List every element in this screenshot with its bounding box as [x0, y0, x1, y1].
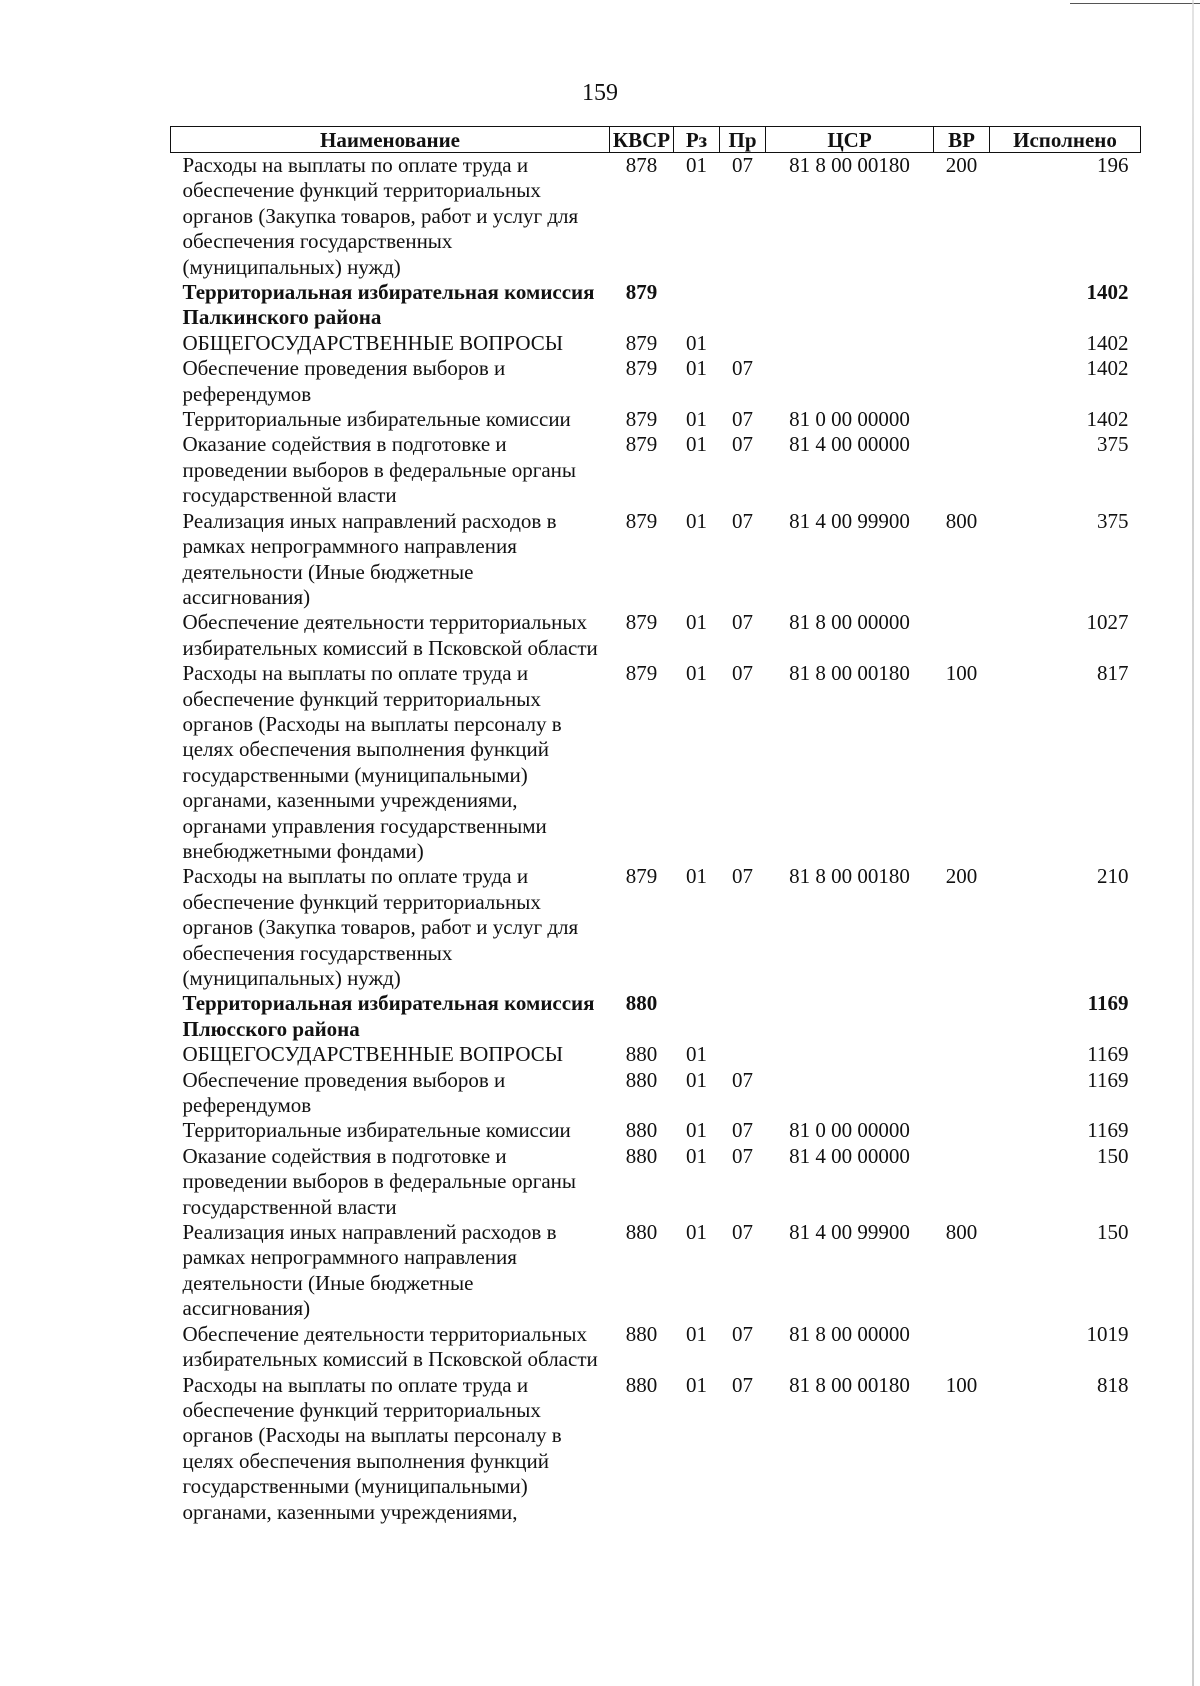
cell-done: 818: [1097, 1372, 1129, 1397]
cell-rz: 01: [686, 1042, 707, 1067]
cell-vr: [934, 280, 990, 331]
cell-kvsr: 879: [625, 407, 658, 432]
cell-pr: 07: [732, 1321, 753, 1346]
cell-done: 1402: [1086, 407, 1129, 432]
cell-kvsr: 878: [625, 153, 658, 177]
cell-csr: 81 8 00 00180: [789, 153, 910, 177]
cell-done: 817: [1097, 661, 1129, 686]
cell-csr: 81 8 00 00000: [789, 610, 910, 635]
table-row: [171, 1042, 1141, 1067]
cell-pr: 07: [732, 1372, 753, 1397]
cell-pr: 07: [732, 508, 753, 533]
cell-pr: 07: [732, 153, 753, 177]
cell-done: 196: [1097, 153, 1129, 177]
cell-done: 1019: [1086, 1321, 1129, 1346]
cell-kvsr: 879: [625, 661, 658, 686]
cell-name: Реализация иных направлений расходов в рамках непрограммного направления деятельности (Иные бюджетные ассигнования): [182, 508, 557, 609]
cell-pr: 07: [732, 407, 753, 432]
cell-rz: 01: [686, 330, 707, 355]
cell-rz: 01: [686, 610, 707, 635]
cell-kvsr: 879: [625, 356, 658, 381]
cell-kvsr: 879: [625, 610, 658, 635]
cell-done: 1169: [1087, 991, 1129, 1016]
table-row: [171, 432, 1141, 508]
table-row: [171, 280, 1141, 331]
scan-edge-shadow: [1192, 0, 1194, 1686]
cell-csr: [766, 280, 934, 331]
cell-rz: 01: [686, 1067, 707, 1092]
cell-csr: [766, 991, 934, 1042]
cell-rz: 01: [686, 432, 707, 457]
cell-done: 1169: [1087, 1067, 1129, 1092]
cell-kvsr: 879: [625, 864, 658, 889]
cell-pr: [720, 991, 766, 1042]
cell-kvsr: 880: [625, 1220, 658, 1245]
cell-name: Оказание содействия в подготовке и проведении выборов в федеральные органы государственной власти: [182, 1143, 577, 1219]
table-row: [171, 1322, 1141, 1373]
header-kvsr: КВСР: [610, 127, 674, 153]
cell-name: Территориальная избирательная комиссия Палкинского района: [182, 280, 595, 330]
header-pr: Пр: [720, 127, 766, 153]
cell-vr: [934, 331, 990, 356]
cell-rz: 01: [686, 1372, 707, 1397]
table-row: [171, 1068, 1141, 1119]
cell-kvsr: 880: [625, 1372, 658, 1397]
table-row: [171, 610, 1141, 661]
cell-name: Обеспечение проведения выборов и референдумов: [182, 1067, 506, 1118]
cell-kvsr: 879: [625, 330, 658, 355]
cell-csr: 81 0 00 00000: [789, 1118, 910, 1143]
cell-rz: 01: [686, 356, 707, 381]
table-row: [171, 1118, 1141, 1143]
cell-vr: 200: [945, 153, 978, 177]
cell-csr: 81 8 00 00180: [789, 661, 910, 686]
cell-kvsr: 880: [625, 1042, 658, 1067]
cell-csr: 81 8 00 00180: [789, 864, 910, 889]
table-row: [171, 1220, 1141, 1322]
cell-name: Расходы на выплаты по оплате труда и обеспечение функций территориальных органов (Расходы на выплаты персоналу в целях обеспечения выполнения функций государственными (муниципальными) органами, казенными учреждениями, органами управления государственными внебюджетными фондами): [182, 661, 562, 863]
header-done: Исполнено: [990, 127, 1141, 153]
cell-pr: 07: [732, 432, 753, 457]
cell-csr: [766, 331, 934, 356]
table-row: [171, 1144, 1141, 1220]
cell-done: 1402: [1086, 280, 1129, 305]
cell-kvsr: 880: [625, 1321, 658, 1346]
cell-name: Обеспечение деятельности территориальных избирательных комиссий в Псковской области: [182, 1321, 598, 1372]
cell-vr: 200: [945, 864, 978, 889]
header-rz: Рз: [674, 127, 720, 153]
cell-vr: [934, 1118, 990, 1143]
table-row: [171, 864, 1141, 991]
table-row: [171, 991, 1141, 1042]
cell-vr: 800: [945, 508, 978, 533]
cell-pr: [720, 1042, 766, 1067]
header-name: Наименование: [171, 127, 610, 153]
table-row: [171, 153, 1141, 281]
cell-name: Территориальные избирательные комиссии: [182, 407, 571, 432]
table-row: [171, 356, 1141, 407]
table-row: [171, 661, 1141, 864]
cell-rz: 01: [686, 1118, 707, 1143]
cell-done: 210: [1097, 864, 1129, 889]
cell-kvsr: 879: [625, 508, 658, 533]
cell-name: Реализация иных направлений расходов в рамках непрограммного направления деятельности (Иные бюджетные ассигнования): [182, 1220, 557, 1321]
cell-kvsr: 880: [625, 1118, 658, 1143]
cell-pr: 07: [732, 1067, 753, 1092]
cell-kvsr: 879: [625, 432, 658, 457]
cell-kvsr: 880: [625, 1143, 658, 1168]
scan-top-rule: [1070, 3, 1200, 4]
cell-rz: 01: [686, 661, 707, 686]
cell-done: 1027: [1086, 610, 1129, 635]
cell-vr: [934, 1322, 990, 1373]
cell-done: 150: [1097, 1143, 1129, 1168]
cell-csr: 81 8 00 00180: [789, 1372, 910, 1397]
cell-rz: [674, 280, 720, 331]
table-row: [171, 1373, 1141, 1525]
cell-pr: 07: [732, 610, 753, 635]
cell-csr: [766, 1068, 934, 1119]
cell-name: Обеспечение проведения выборов и референдумов: [182, 356, 506, 406]
cell-pr: 07: [732, 356, 753, 381]
cell-done: 375: [1097, 432, 1129, 457]
cell-vr: [934, 1144, 990, 1220]
cell-name: Расходы на выплаты по оплате труда и обеспечение функций территориальных органов (Закупка товаров, работ и услуг для обеспечения государственных (муниципальных) нужд): [182, 864, 579, 990]
cell-done: 1402: [1086, 356, 1129, 381]
cell-kvsr: 879: [625, 280, 658, 305]
cell-csr: 81 4 00 99900: [789, 508, 910, 533]
cell-pr: 07: [732, 661, 753, 686]
cell-vr: [934, 356, 990, 407]
cell-name: Территориальные избирательные комиссии: [182, 1118, 571, 1143]
cell-done: 1169: [1087, 1042, 1129, 1067]
cell-pr: [720, 331, 766, 356]
cell-rz: 01: [686, 1321, 707, 1346]
budget-execution-table: [170, 126, 1141, 1525]
header-vr: ВР: [934, 127, 990, 153]
cell-pr: 07: [732, 1118, 753, 1143]
header-csr: ЦСР: [766, 127, 934, 153]
cell-rz: 01: [686, 407, 707, 432]
cell-name: ОБЩЕГОСУДАРСТВЕННЫЕ ВОПРОСЫ: [182, 1042, 564, 1067]
cell-done: 1402: [1086, 330, 1129, 355]
cell-vr: [934, 1068, 990, 1119]
cell-pr: 07: [732, 1143, 753, 1168]
cell-csr: 81 8 00 00000: [789, 1321, 910, 1346]
table-row: [171, 407, 1141, 432]
cell-name: Обеспечение деятельности территориальных избирательных комиссий в Псковской области: [182, 610, 598, 660]
table-row: [171, 331, 1141, 356]
cell-vr: [934, 407, 990, 432]
cell-rz: 01: [686, 508, 707, 533]
cell-csr: 81 4 00 99900: [789, 1220, 910, 1245]
cell-name: Расходы на выплаты по оплате труда и обеспечение функций территориальных органов (Закупка товаров, работ и услуг для обеспечения государственных (муниципальных) нужд): [182, 153, 579, 279]
cell-done: 375: [1097, 508, 1129, 533]
cell-vr: [934, 432, 990, 508]
cell-csr: 81 4 00 00000: [789, 1143, 910, 1168]
cell-vr: 100: [945, 1372, 978, 1397]
cell-csr: 81 0 00 00000: [789, 407, 910, 432]
cell-vr: 100: [945, 661, 978, 686]
cell-rz: 01: [686, 864, 707, 889]
cell-vr: 800: [945, 1220, 978, 1245]
cell-rz: 01: [686, 1143, 707, 1168]
cell-name: ОБЩЕГОСУДАРСТВЕННЫЕ ВОПРОСЫ: [182, 330, 564, 355]
cell-name: Расходы на выплаты по оплате труда и обеспечение функций территориальных органов (Расходы на выплаты персоналу в целях обеспечения выполнения функций государственными (муниципальными) органами, казенными учреждениями,: [182, 1372, 562, 1524]
cell-vr: [934, 610, 990, 661]
cell-name: Оказание содействия в подготовке и проведении выборов в федеральные органы государственной власти: [182, 432, 577, 508]
cell-pr: 07: [732, 1220, 753, 1245]
cell-vr: [934, 1042, 990, 1067]
cell-rz: [674, 991, 720, 1042]
table-body: [171, 153, 1141, 1525]
cell-rz: 01: [686, 153, 707, 177]
cell-rz: 01: [686, 1220, 707, 1245]
cell-name: Территориальная избирательная комиссия Плюсского района: [182, 991, 595, 1041]
cell-csr: 81 4 00 00000: [789, 432, 910, 457]
cell-kvsr: 880: [625, 991, 658, 1016]
cell-pr: 07: [732, 864, 753, 889]
cell-done: 150: [1097, 1220, 1129, 1245]
cell-pr: [720, 280, 766, 331]
cell-csr: [766, 356, 934, 407]
cell-vr: [934, 991, 990, 1042]
table-header-row: [171, 127, 1141, 153]
cell-csr: [766, 1042, 934, 1067]
page-number: 159: [582, 80, 618, 106]
cell-kvsr: 880: [625, 1067, 658, 1092]
table-row: [171, 509, 1141, 611]
cell-done: 1169: [1087, 1118, 1129, 1143]
